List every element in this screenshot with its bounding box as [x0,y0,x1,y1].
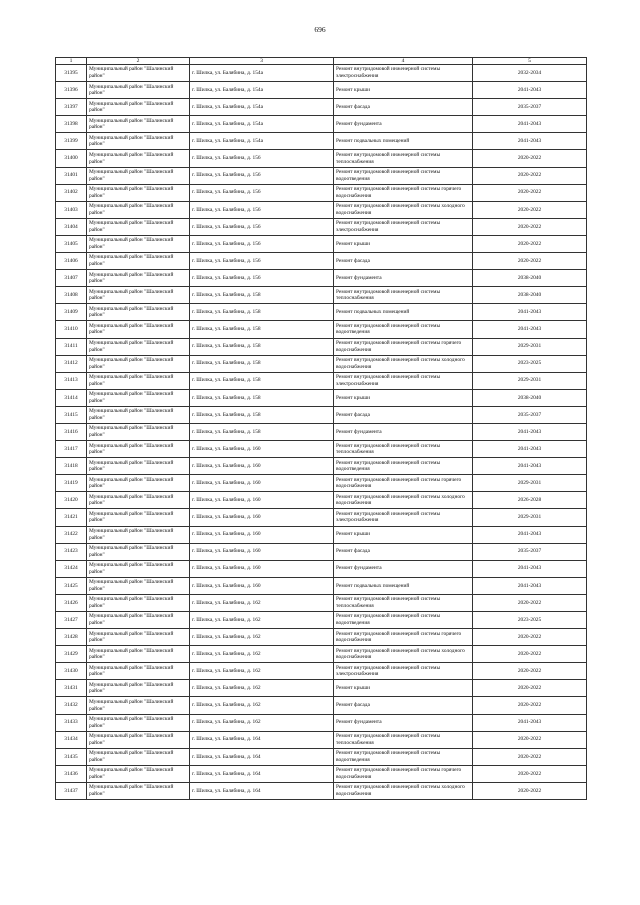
page-number: 696 [314,25,326,34]
table-row [56,663,587,680]
row-number: 31432 [56,697,87,714]
period-cell: 2041-2043 [473,133,587,150]
row-number: 31425 [56,577,87,594]
address-cell: г. Шилка, ул. Балябина, д. 158 [190,355,334,372]
period-cell: 2020-2022 [473,629,587,646]
work-type-cell: Ремонт внутридомовой инженерной системы горячего водоснабжения [334,765,473,782]
table-row [56,612,587,629]
address-cell: г. Шилка, ул. Балябина, д. 160 [190,492,334,509]
row-number: 31398 [56,116,87,133]
table-row [56,492,587,509]
work-type-cell: Ремонт подвальных помещений [334,133,473,150]
municipality-cell: Муниципальный район "Шалинский район" [87,235,190,252]
header-col-4: 4 [334,58,473,65]
row-number: 31400 [56,150,87,167]
period-cell: 2041-2043 [473,116,587,133]
work-type-cell: Ремонт фундамента [334,714,473,731]
municipality-cell: Муниципальный район "Шалинский район" [87,99,190,116]
period-cell: 2041-2043 [473,82,587,99]
municipality-cell: Муниципальный район "Шалинский район" [87,594,190,611]
address-cell: г. Шилка, ул. Балябина, д. 160 [190,475,334,492]
municipality-cell: Муниципальный район "Шалинский район" [87,423,190,440]
row-number: 31410 [56,321,87,338]
municipality-cell: Муниципальный район "Шалинский район" [87,406,190,423]
period-cell: 2035-2037 [473,406,587,423]
table-row [56,389,587,406]
municipality-cell: Муниципальный район "Шалинский район" [87,543,190,560]
address-cell: г. Шилка, ул. Балябина, д. 154а [190,99,334,116]
address-cell: г. Шилка, ул. Балябина, д. 162 [190,594,334,611]
address-cell: г. Шилка, ул. Балябина, д. 158 [190,304,334,321]
period-cell: 2041-2043 [473,423,587,440]
municipality-cell: Муниципальный район "Шалинский район" [87,150,190,167]
period-cell: 2020-2022 [473,731,587,748]
table-row [56,99,587,116]
table-row [56,338,587,355]
municipality-cell: Муниципальный район "Шалинский район" [87,697,190,714]
address-cell: г. Шилка, ул. Балябина, д. 158 [190,372,334,389]
row-number: 31437 [56,782,87,799]
period-cell: 2020-2022 [473,235,587,252]
work-type-cell: Ремонт внутридомовой инженерной системы холодного водоснабжения [334,355,473,372]
table-row [56,509,587,526]
row-number: 31397 [56,99,87,116]
work-type-cell: Ремонт внутридомовой инженерной системы электроснабжения [334,65,473,82]
municipality-cell: Муниципальный район "Шалинский район" [87,355,190,372]
municipality-cell: Муниципальный район "Шалинский район" [87,680,190,697]
municipality-cell: Муниципальный район "Шалинский район" [87,321,190,338]
row-number: 31412 [56,355,87,372]
period-cell: 2038-2040 [473,270,587,287]
row-number: 31419 [56,475,87,492]
row-number: 31401 [56,167,87,184]
address-cell: г. Шилка, ул. Балябина, д. 162 [190,612,334,629]
municipality-cell: Муниципальный район "Шалинский район" [87,646,190,663]
period-cell: 2020-2022 [473,594,587,611]
work-type-cell: Ремонт подвальных помещений [334,304,473,321]
municipality-cell: Муниципальный район "Шалинский район" [87,748,190,765]
period-cell: 2020-2022 [473,218,587,235]
address-cell: г. Шилка, ул. Балябина, д. 162 [190,663,334,680]
work-type-cell: Ремонт внутридомовой инженерной системы водоотведения [334,612,473,629]
table-row [56,406,587,423]
table-row [56,629,587,646]
period-cell: 2041-2043 [473,526,587,543]
period-cell: 2041-2043 [473,321,587,338]
work-type-cell: Ремонт внутридомовой инженерной системы горячего водоснабжения [334,475,473,492]
work-type-cell: Ремонт фундамента [334,423,473,440]
municipality-cell: Муниципальный район "Шалинский район" [87,116,190,133]
table-row [56,167,587,184]
table-row [56,441,587,458]
work-type-cell: Ремонт внутридомовой инженерной системы теплоснабжения [334,287,473,304]
work-type-cell: Ремонт подвальных помещений [334,577,473,594]
address-cell: г. Шилка, ул. Балябина, д. 164 [190,731,334,748]
municipality-cell: Муниципальный район "Шалинский район" [87,577,190,594]
address-cell: г. Шилка, ул. Балябина, д. 162 [190,646,334,663]
row-number: 31436 [56,765,87,782]
row-number: 31406 [56,253,87,270]
municipality-cell: Муниципальный район "Шалинский район" [87,389,190,406]
address-cell: г. Шилка, ул. Балябина, д. 160 [190,441,334,458]
work-type-cell: Ремонт внутридомовой инженерной системы теплоснабжения [334,150,473,167]
table-header [56,58,587,65]
address-cell: г. Шилка, ул. Балябина, д. 162 [190,697,334,714]
address-cell: г. Шилка, ул. Балябина, д. 158 [190,338,334,355]
municipality-cell: Муниципальный район "Шалинский район" [87,560,190,577]
period-cell: 2041-2043 [473,304,587,321]
table-row [56,133,587,150]
row-number: 31403 [56,201,87,218]
table-row [56,201,587,218]
table-row [56,184,587,201]
address-cell: г. Шилка, ул. Балябина, д. 158 [190,406,334,423]
period-cell: 2020-2022 [473,663,587,680]
address-cell: г. Шилка, ул. Балябина, д. 154а [190,116,334,133]
address-cell: г. Шилка, ул. Балябина, д. 154а [190,65,334,82]
table-row [56,594,587,611]
address-cell: г. Шилка, ул. Балябина, д. 162 [190,680,334,697]
period-cell: 2020-2022 [473,253,587,270]
table-row [56,680,587,697]
header-col-5: 5 [473,58,587,65]
work-type-cell: Ремонт внутридомовой инженерной системы горячего водоснабжения [334,184,473,201]
address-cell: г. Шилка, ул. Балябина, д. 156 [190,253,334,270]
table-row [56,253,587,270]
table-row [56,458,587,475]
period-cell: 2020-2022 [473,782,587,799]
address-cell: г. Шилка, ул. Балябина, д. 156 [190,201,334,218]
work-type-cell: Ремонт внутридомовой инженерной системы холодного водоснабжения [334,782,473,799]
work-type-cell: Ремонт внутридомовой инженерной системы теплоснабжения [334,594,473,611]
row-number: 31395 [56,65,87,82]
period-cell: 2020-2022 [473,167,587,184]
period-cell: 2041-2043 [473,458,587,475]
period-cell: 2020-2022 [473,184,587,201]
work-type-cell: Ремонт крыши [334,680,473,697]
address-cell: г. Шилка, ул. Балябина, д. 158 [190,287,334,304]
table-row [56,526,587,543]
work-type-cell: Ремонт фасада [334,406,473,423]
address-cell: г. Шилка, ул. Балябина, д. 154а [190,82,334,99]
period-cell: 2041-2043 [473,577,587,594]
table-row [56,82,587,99]
table-row [56,65,587,82]
work-type-cell: Ремонт внутридомовой инженерной системы холодного водоснабжения [334,492,473,509]
address-cell: г. Шилка, ул. Балябина, д. 156 [190,167,334,184]
municipality-cell: Муниципальный район "Шалинский район" [87,765,190,782]
table-body [56,65,587,800]
row-number: 31396 [56,82,87,99]
table-row [56,372,587,389]
work-type-cell: Ремонт фасада [334,253,473,270]
table-row [56,116,587,133]
row-number: 31421 [56,509,87,526]
municipality-cell: Муниципальный район "Шалинский район" [87,133,190,150]
row-number: 31423 [56,543,87,560]
work-type-cell: Ремонт внутридомовой инженерной системы электроснабжения [334,372,473,389]
table-row [56,475,587,492]
address-cell: г. Шилка, ул. Балябина, д. 160 [190,577,334,594]
period-cell: 2029-2031 [473,372,587,389]
table-row [56,287,587,304]
table-row [56,150,587,167]
address-cell: г. Шилка, ул. Балябина, д. 158 [190,423,334,440]
address-cell: г. Шилка, ул. Балябина, д. 160 [190,560,334,577]
table-row [56,543,587,560]
table-row [56,560,587,577]
table-row [56,304,587,321]
row-number: 31426 [56,594,87,611]
address-cell: г. Шилка, ул. Балябина, д. 156 [190,150,334,167]
work-type-cell: Ремонт фасада [334,99,473,116]
table-row [56,577,587,594]
row-number: 31428 [56,629,87,646]
address-cell: г. Шилка, ул. Балябина, д. 160 [190,458,334,475]
header-col-1: 1 [56,58,87,65]
table-row [56,270,587,287]
row-number: 31429 [56,646,87,663]
work-type-cell: Ремонт внутридомовой инженерной системы водоотведения [334,458,473,475]
table-row [56,714,587,731]
table-row [56,731,587,748]
work-type-cell: Ремонт крыши [334,389,473,406]
municipality-cell: Муниципальный район "Шалинский район" [87,253,190,270]
address-cell: г. Шилка, ул. Балябина, д. 164 [190,765,334,782]
period-cell: 2020-2022 [473,201,587,218]
row-number: 31430 [56,663,87,680]
period-cell: 2041-2043 [473,714,587,731]
period-cell: 2041-2043 [473,560,587,577]
municipality-cell: Муниципальный район "Шалинский район" [87,526,190,543]
period-cell: 2020-2022 [473,697,587,714]
period-cell: 2020-2022 [473,150,587,167]
period-cell: 2029-2031 [473,509,587,526]
row-number: 31417 [56,441,87,458]
address-cell: г. Шилка, ул. Балябина, д. 164 [190,748,334,765]
work-type-cell: Ремонт внутридомовой инженерной системы горячего водоснабжения [334,629,473,646]
row-number: 31404 [56,218,87,235]
municipality-cell: Муниципальный район "Шалинский район" [87,304,190,321]
capital-repair-table [55,57,587,800]
row-number: 31427 [56,612,87,629]
address-cell: г. Шилка, ул. Балябина, д. 160 [190,526,334,543]
municipality-cell: Муниципальный район "Шалинский район" [87,167,190,184]
work-type-cell: Ремонт внутридомовой инженерной системы водоотведения [334,321,473,338]
period-cell: 2032-2034 [473,65,587,82]
address-cell: г. Шилка, ул. Балябина, д. 164 [190,782,334,799]
address-cell: г. Шилка, ул. Балябина, д. 160 [190,543,334,560]
period-cell: 2020-2022 [473,646,587,663]
work-type-cell: Ремонт фасада [334,697,473,714]
municipality-cell: Муниципальный район "Шалинский район" [87,372,190,389]
municipality-cell: Муниципальный район "Шалинский район" [87,270,190,287]
period-cell: 2020-2022 [473,680,587,697]
address-cell: г. Шилка, ул. Балябина, д. 160 [190,509,334,526]
period-cell: 2023-2025 [473,355,587,372]
municipality-cell: Муниципальный район "Шалинский район" [87,184,190,201]
table-row [56,782,587,799]
period-cell: 2029-2031 [473,338,587,355]
work-type-cell: Ремонт крыши [334,235,473,252]
work-type-cell: Ремонт фундамента [334,560,473,577]
period-cell: 2026-2028 [473,492,587,509]
municipality-cell: Муниципальный район "Шалинский район" [87,82,190,99]
address-cell: г. Шилка, ул. Балябина, д. 156 [190,184,334,201]
municipality-cell: Муниципальный район "Шалинский район" [87,612,190,629]
row-number: 31424 [56,560,87,577]
municipality-cell: Муниципальный район "Шалинский район" [87,65,190,82]
period-cell: 2041-2043 [473,441,587,458]
row-number: 31405 [56,235,87,252]
work-type-cell: Ремонт внутридомовой инженерной системы холодного водоснабжения [334,201,473,218]
work-type-cell: Ремонт внутридомовой инженерной системы электроснабжения [334,663,473,680]
row-number: 31434 [56,731,87,748]
row-number: 31433 [56,714,87,731]
row-number: 31402 [56,184,87,201]
row-number: 31399 [56,133,87,150]
table-row [56,355,587,372]
address-cell: г. Шилка, ул. Балябина, д. 162 [190,714,334,731]
table-row [56,697,587,714]
table-row [56,235,587,252]
row-number: 31418 [56,458,87,475]
work-type-cell: Ремонт внутридомовой инженерной системы электроснабжения [334,218,473,235]
work-type-cell: Ремонт внутридомовой инженерной системы водоотведения [334,748,473,765]
municipality-cell: Муниципальный район "Шалинский район" [87,201,190,218]
period-cell: 2020-2022 [473,765,587,782]
municipality-cell: Муниципальный район "Шалинский район" [87,663,190,680]
municipality-cell: Муниципальный район "Шалинский район" [87,714,190,731]
row-number: 31420 [56,492,87,509]
municipality-cell: Муниципальный район "Шалинский район" [87,731,190,748]
period-cell: 2035-2037 [473,99,587,116]
table-row [56,218,587,235]
address-cell: г. Шилка, ул. Балябина, д. 156 [190,235,334,252]
municipality-cell: Муниципальный район "Шалинский район" [87,441,190,458]
period-cell: 2023-2025 [473,612,587,629]
row-number: 31416 [56,423,87,440]
table-row [56,646,587,663]
row-number: 31413 [56,372,87,389]
work-type-cell: Ремонт внутридомовой инженерной системы холодного водоснабжения [334,646,473,663]
address-cell: г. Шилка, ул. Балябина, д. 156 [190,218,334,235]
row-number: 31431 [56,680,87,697]
municipality-cell: Муниципальный район "Шалинский район" [87,492,190,509]
municipality-cell: Муниципальный район "Шалинский район" [87,338,190,355]
row-number: 31415 [56,406,87,423]
period-cell: 2029-2031 [473,475,587,492]
period-cell: 2035-2037 [473,543,587,560]
municipality-cell: Муниципальный район "Шалинский район" [87,475,190,492]
address-cell: г. Шилка, ул. Балябина, д. 158 [190,321,334,338]
municipality-cell: Муниципальный район "Шалинский район" [87,509,190,526]
table-row [56,321,587,338]
municipality-cell: Муниципальный район "Шалинский район" [87,629,190,646]
work-type-cell: Ремонт внутридомовой инженерной системы теплоснабжения [334,731,473,748]
table-row [56,423,587,440]
row-number: 31414 [56,389,87,406]
address-cell: г. Шилка, ул. Балябина, д. 162 [190,629,334,646]
work-type-cell: Ремонт фундамента [334,116,473,133]
row-number: 31409 [56,304,87,321]
period-cell: 2038-2040 [473,389,587,406]
period-cell: 2038-2040 [473,287,587,304]
table-row [56,765,587,782]
municipality-cell: Муниципальный район "Шалинский район" [87,287,190,304]
work-type-cell: Ремонт внутридомовой инженерной системы электроснабжения [334,509,473,526]
header-col-3: 3 [190,58,334,65]
work-type-cell: Ремонт крыши [334,82,473,99]
header-col-2: 2 [87,58,190,65]
municipality-cell: Муниципальный район "Шалинский район" [87,458,190,475]
address-cell: г. Шилка, ул. Балябина, д. 156 [190,270,334,287]
period-cell: 2020-2022 [473,748,587,765]
work-type-cell: Ремонт внутридомовой инженерной системы водоотведения [334,167,473,184]
work-type-cell: Ремонт фундамента [334,270,473,287]
header-row [56,58,587,65]
municipality-cell: Муниципальный район "Шалинский район" [87,218,190,235]
work-type-cell: Ремонт внутридомовой инженерной системы горячего водоснабжения [334,338,473,355]
work-type-cell: Ремонт внутридомовой инженерной системы теплоснабжения [334,441,473,458]
table-row [56,748,587,765]
row-number: 31408 [56,287,87,304]
row-number: 31435 [56,748,87,765]
address-cell: г. Шилка, ул. Балябина, д. 154а [190,133,334,150]
row-number: 31411 [56,338,87,355]
address-cell: г. Шилка, ул. Балябина, д. 158 [190,389,334,406]
work-type-cell: Ремонт фасада [334,543,473,560]
row-number: 31407 [56,270,87,287]
work-type-cell: Ремонт крыши [334,526,473,543]
row-number: 31422 [56,526,87,543]
municipality-cell: Муниципальный район "Шалинский район" [87,782,190,799]
